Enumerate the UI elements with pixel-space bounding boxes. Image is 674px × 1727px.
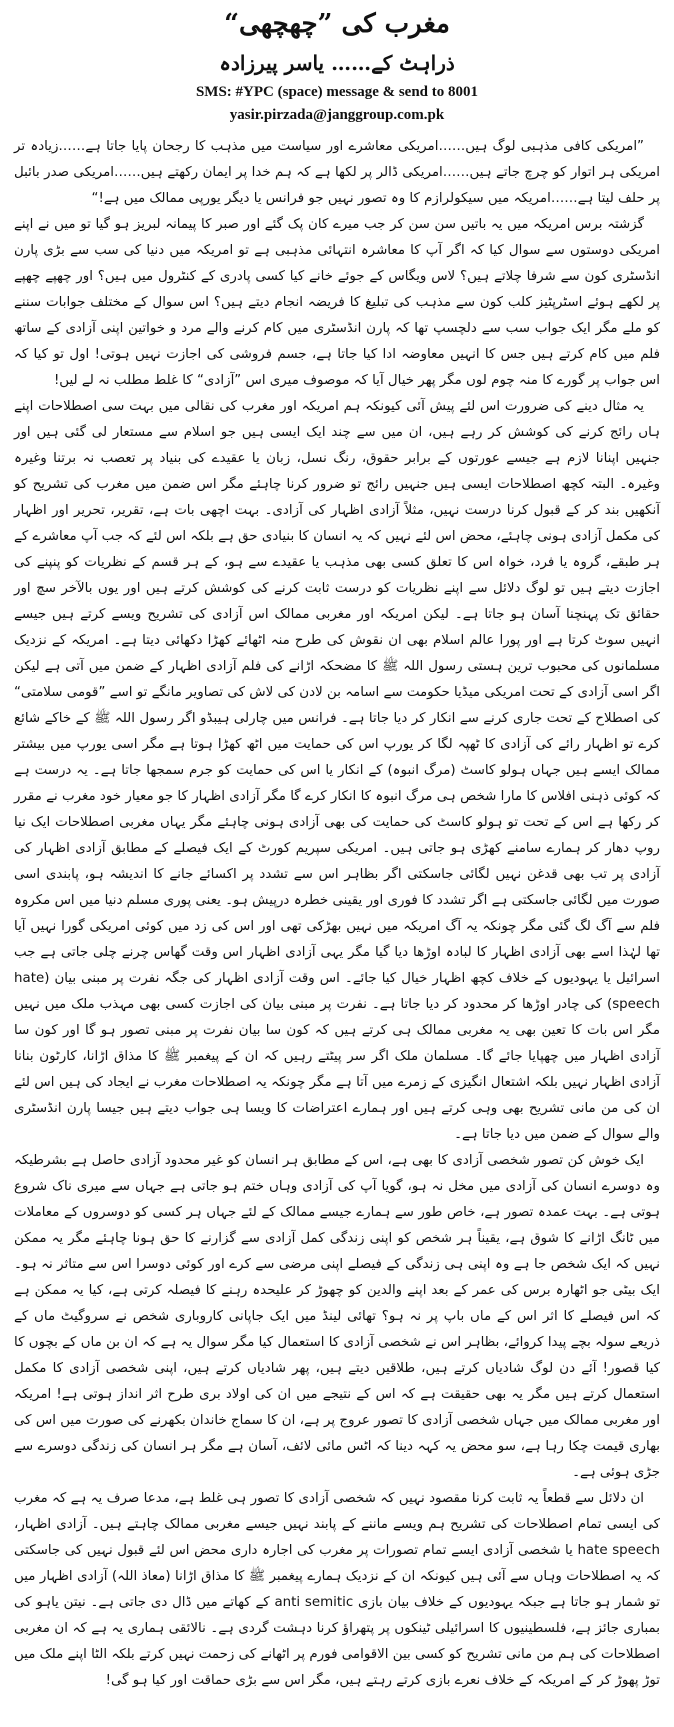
column-header	[14, 4, 660, 126]
author-email: yasir.pirzada@janggroup.com.pk	[229, 107, 445, 123]
column-byline: ذراہٹ کے…… یاسر پیرزادہ	[219, 51, 455, 75]
paragraph: ایک خوش کن تصور شخصی آزادی کا بھی ہے، اس کے مطابق ہر انسان کو غیر محدود آزادی حاصل ہے بشرطیکہ وہ دوسرے انسان کی آزادی میں مخل نہ ہو، گویا آپ کی آزادی وہاں ختم ہو جاتی ہے جہاں سے میری ناک شروع ہوتی ہے۔ بہت عمدہ تصور ہے، خاص طور سے ہمارے جیسے ممالک کے لئے جہاں ہر کسی کو دوسروں کے معاملات میں ٹانگ اڑانے کا شوق ہے، یقیناً ہر شخص کو اپنی زندگی کمل آزادی سے گزارنے کا حق ہونا چاہئے مگر یہ ممکن نہیں کہ ایک شخص جا ہے وہ اپنی ہی زندگی کے فیصلے اپنی مرضی سے کرے اور کوئی دوسرا اس سے متاثر نہ ہو۔ ایک بیٹی جو اٹھارہ برس کی عمر کے بعد اپنے والدین کو چھوڑ کر علیحدہ رہنے کا فیصلہ کرتی ہے، کیا یہ ممکن ہے کہ اس فیصلے کا اثر اس کے ماں باپ پر نہ ہو؟ تھائی لینڈ میں ایک جاپانی کاروباری شخص نے سروگیٹ ماں کے ذریعے سولہ بچے پیدا کروائے، بظاہر اس نے شخصی آزادی کا استعمال کیا مگر سوال یہ ہے کہ ان بن ماں کے بچوں کا کیا قصور! آئے دن لوگ شادیاں کرتے ہیں، طلاقیں دیتے ہیں، پھر شادیاں کرتے ہیں، اپنی شخصی آزادی کا مکمل استعمال کرتے ہیں مگر یہ بھی حقیقت ہے کہ اس کے نتیجے میں ان کی اولاد بری طرح اثر انداز ہوتی ہے! امریکہ اور مغربی ممالک میں جہاں شخصی آزادی کا تصور عروج پر ہے، ان کا سماج خاندان بکھرنے کی صورت میں اس کی بھاری قیمت چکا رہا ہے، سو محض یہ کہہ دینا کہ اٹس مائی لائف، آسان ہے مگر ہر انسان کی زندگی دوسرے سے جڑی ہوئی ہے۔	[14, 1153, 660, 1480]
sms-line: SMS: #YPC (space) message & send to 8001	[195, 84, 479, 100]
paragraph: یہ مثال دینے کی ضرورت اس لئے پیش آئی کیونکہ ہم امریکہ اور مغرب کی نقالی میں بہت سی اصطلاحات اپنے ہاں رائج کرنے کی کوشش کر رہے ہیں، ان میں سے چند ایک ایسی ہیں جو اسلام سے مستعار لی گئی ہیں اور جنہیں اپنانا لازم ہے جیسے عورتوں کے برابر حقوق، رنگ نسل، زبان یا عقیدے کی بنیاد پر تعصب نہ برتنا وغیرہ وغیرہ۔ البتہ کچھ اصطلاحات ایسی ہیں جنہیں رائج تو ضرور کرنا چاہئے مگر اس ضمن میں مغرب کی تشریح کو آنکھیں بند کر کے قبول کرنا درست نہیں، مثلاً آزادی اظہار کی آزادی۔ بہت اچھی بات ہے، تقریر، تحریر اور اظہار کی مکمل آزادی ہونی چاہئے، محض اس لئے نہیں کہ یہ انسان کا بنیادی حق ہے بلکہ اس لئے کہ جب آپ معاشرے کے ہر طبقے، گروہ یا فرد، خواہ اس کا تعلق کسی بھی مذہب یا عقیدے سے ہو، کے ہر قسم کے نظریات کو پنپنے کی اجازت دیتے ہیں تو لوگ دلائل سے اپنے نظریات کو درست ثابت کرنے کی کوشش کرتے ہیں اور یوں بالآخر سچ اور حقائق تک پہنچنا آسان ہو جاتا ہے۔ لیکن امریکہ اور مغربی ممالک اس آزادی کی تشریح ویسے کرتے ہیں جیسے انہیں سوٹ کرتا ہے اور پورا عالم اسلام بھی ان نقوش کی طرح منہ اٹھائے کھڑا دکھائی دیتا ہے۔ امریکہ کے نزدیک مسلمانوں کی محبوب ترین ہستی رسول اللہ ﷺ کا مضحکہ اڑانے کی فلم آزادی اظہار کے ضمن میں آتی ہے لیکن اگر اسی آزادی کے تحت امریکی میڈیا حکومت سے اسامہ بن لادن کی لاش کی تصاویر مانگے تو اسے ”قومی سلامتی“ کی اصطلاح کے تحت جاری کرنے سے انکار کر دیا جاتا ہے۔ فرانس میں چارلی ہیبڈو اگر رسول اللہ ﷺ کے خاکے شائع کرے تو اظہار رائے کی آزادی کا ٹھپہ لگا کر یورپ اس کی حمایت میں اٹھ کھڑا ہوتا ہے مگر اسی یورپ میں بیشتر ممالک ایسے ہیں جہاں ہولو کاسٹ (مرگ انبوہ) کے انکار یا اس کی حمایت کو جرم سمجھا جاتا ہے۔ یہ درست ہے کہ کوئی ذہنی افلاس کا مارا شخص ہی مرگ انبوہ کا انکار کرے گا مگر آزادی اظہار کا جو معیار خود مغرب نے مقرر کر رکھا ہے اس کے تحت تو ہولو کاسٹ کی حمایت کی بھی آزادی ہونی چاہئے مگر یہاں مغربی اصطلاحات ایک نیا روپ دھار کر ہمارے سامنے کھڑی ہو جاتی ہیں۔ امریکی سپریم کورٹ کے ایک فیصلے کے مطابق آزادی اظہار کی آزادی پر تب بھی قدغن نہیں لگائی جاسکتی اگر بظاہر اس سے تشدد پر اکسائے جانے کا اندیشہ ہو، پابندی اسی صورت میں لگائی جاسکتی ہے اگر تشدد کا فوری اور یقینی خطرہ درپیش ہو۔ یعنی پوری مسلم دنیا میں اس مکروہ فلم سے آگ لگ گئی مگر چونکہ یہ آگ امریکہ میں نہیں بھڑکی تھی اور اس کی زد میں کوئی امریکی گورا نہیں آیا تھا لہٰذا اسے بھی آزادی اظہار کا لبادہ اوڑھا دیا گیا مگر یہی آزادی اظہار اس وقت گھاس چرنے چلی جاتی ہے جب اسرائیل یا یہودیوں کے خلاف کچھ اظہار خیال کیا جائے۔ اس وقت آزادی اظہار کی جگہ نفرت پر مبنی بیان (hate speech) کی چادر اوڑھا کر محدود کر دیا جاتا ہے۔ نفرت پر مبنی بیان کی اجازت کسی بھی مہذب ملک میں نہیں مگر اس بات کا تعین بھی یہ مغربی ممالک ہی کرتے ہیں کہ کون سا بیان نفرت پر مبنی تصور ہو گا اور کون سا آزادی اظہار میں چھپایا جائے گا۔ مسلمان ملک اگر سر پیٹتے رہیں کہ ان کے پیغمبر ﷺ کا مذاق اڑانا، کارٹون بنانا آزادی اظہار نہیں بلکہ اشتعال انگیزی کے زمرے میں آتا ہے مگر چونکہ یہ اصطلاحات مغرب نے ایجاد کی ہیں اس لئے ان کی من مانی تشریح بھی وہی کرتے ہیں اور ہمارے اعتراضات کا ویسا ہی جواب دیتے ہیں جیسا پارن انڈسٹری والے سوال کے ضمن میں دیا جاتا ہے۔	[14, 399, 660, 1142]
paragraph: ان دلائل سے قطعاً یہ ثابت کرنا مقصود نہیں کہ شخصی آزادی کا تصور ہی غلط ہے، مدعا صرف یہ ہے کہ مغرب کی ایسی تمام اصطلاحات کی تشریح ہم ویسے ماننے کے پابند نہیں جیسے مغربی ممالک چاہتے ہیں۔ آزادی اظہار، hate speech یا شخصی آزادی ایسے تمام تصورات پر مغرب کی اجارہ داری محض اس لئے قبول نہیں کی جاسکتی کہ یہ اصطلاحات وہاں سے آئی ہیں کیونکہ ان کے نزدیک ہمارے پیغمبر ﷺ کا مذاق اڑانا (معاذ اللہ) آزادی اظہار میں تو شمار ہو جاتا ہے جبکہ یہودیوں کے خلاف بیان بازی anti semitic کے کھاتے میں ڈال دی جاتی ہے۔ نیتن یاہو کی بمباری جائز ہے، فلسطینیوں کا اسرائیلی ٹینکوں پر پتھراؤ کرنا دہشت گردی ہے۔ نالائقی ہماری یہ ہے کہ ان مغربی اصطلاحات کی ہم من مانی تشریح کو کسی بین الاقوامی فورم پر اٹھانے کی زحمت نہیں کرتے بلکہ الٹا اپنے ملک میں توڑ پھوڑ کر کے امریکہ کے خلاف نعرے بازی کرتے رہتے ہیں، مگر اس سے بڑی حماقت اور کیا ہو گی!	[14, 1491, 660, 1688]
paragraph: ”امریکی کافی مذہبی لوگ ہیں……امریکی معاشرے اور سیاست میں مذہب کا رجحان پایا جاتا ہے……زیادہ تر امریکی ہر اتوار کو چرچ جاتے ہیں……امریکی ڈالر پر لکھا ہے کہ ہم خدا پر ایمان رکھتے ہیں……امریکی صدر بائبل پر حلف لیتا ہے……امریکہ میں سیکولرازم کا وہ تصور نہیں جو فرانس یا دیگر یورپی ممالک میں ہے!“	[14, 139, 660, 206]
column-body	[14, 134, 660, 1694]
paragraph: گزشتہ برس امریکہ میں یہ باتیں سن سن کر جب میرے کان پک گئے اور صبر کا پیمانہ لبریز ہو گیا تو میں نے اپنے امریکی دوستوں سے سوال کیا کہ اگر آپ کا معاشرہ انتہائی مذہبی ہے تو امریکہ میں دنیا کی سب سے بڑی پارن انڈسٹری کون سے شرفا چلاتے ہیں؟ لاس ویگاس کے جوئے خانے کیا کسی پادری کے کنٹرول میں ہیں؟ اور چھپے چھپے پر لکھے ہوئے اسٹرپٹیز کلب کون سے مذہب کی تبلیغ کا فریضہ انجام دیتے ہیں؟ اس سوال کے مختلف جوابات سننے کو ملے مگر ایک جواب سب سے دلچسپ تھا کہ پارن انڈسٹری میں کام کرنے والے مرد و خواتین اپنی آزادی کے ساتھ فلم میں کام کرتے ہیں جس کا انہیں معاوضہ ادا کیا جاتا ہے، جسم فروشی کی اجازت نہیں ہوتی! اول تو کیا کہ اس جواب پر گورے کا منہ چوم لوں مگر پھر خیال آیا کہ موصوف میری اس ”آزادی“ کا غلط مطلب نہ لے لیں!	[14, 217, 660, 388]
column-title: مغرب کی ”چھچھی“	[224, 9, 450, 39]
